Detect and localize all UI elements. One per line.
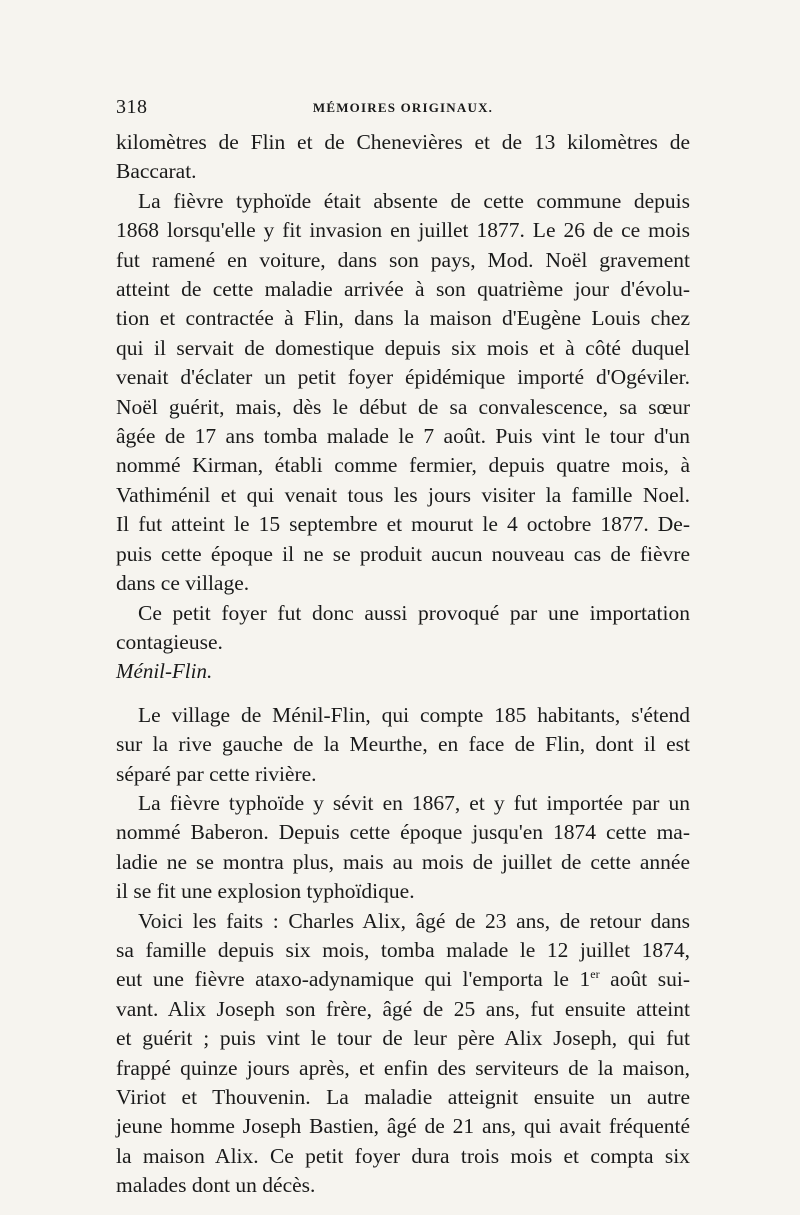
section-title: Ménil-Flin. bbox=[116, 659, 213, 684]
text-line: âgée de 17 ans tomba malade le 7 août. Puis vint le tour d'un bbox=[116, 424, 690, 449]
text-line: malades dont un décès. bbox=[116, 1173, 316, 1198]
text-line: il se fit une explosion typhoïdique. bbox=[116, 879, 415, 904]
running-head: MÉMOIRES ORIGINAUX. bbox=[312, 100, 494, 115]
ordinal-superscript: er bbox=[590, 967, 600, 982]
text-line: Ce petit foyer fut donc aussi provoqué par une importation bbox=[138, 600, 690, 625]
page-header bbox=[116, 96, 690, 120]
text-line: Il fut atteint le 15 septembre et mourut le 4 octobre 1877. De- bbox=[116, 512, 690, 537]
text-segment: eut une fièvre ataxo-adynamique qui l'emporta le 1 bbox=[116, 967, 591, 992]
text-line: la maison Alix. Ce petit foyer dura trois mois et compta six bbox=[116, 1143, 690, 1168]
body-text bbox=[116, 128, 690, 1201]
text-line: venait d'éclater un petit foyer épidémique importé d'Ogéviler. bbox=[116, 365, 690, 390]
text-line: sa famille depuis six mois, tomba malade le 12 juillet 1874, bbox=[116, 937, 690, 962]
text-line: tion et contractée à Flin, dans la maison d'Eugène Louis chez bbox=[116, 306, 690, 331]
text-line: ladie ne se montra plus, mais au mois de juillet de cette année bbox=[116, 849, 690, 874]
text-line: Vathiménil et qui venait tous les jours visiter la famille Noel. bbox=[116, 482, 690, 507]
text-segment: août sui- bbox=[599, 967, 690, 992]
text-line: La fièvre typhoïde était absente de cette commune depuis bbox=[138, 188, 690, 213]
text-line: et guérit ; puis vint le tour de leur père Alix Joseph, qui fut bbox=[116, 1026, 690, 1051]
text-line: dans ce village. bbox=[116, 571, 250, 596]
text-line: Baccarat. bbox=[116, 159, 197, 184]
text-line: Noël guérit, mais, dès le début de sa convalescence, sa sœur bbox=[116, 394, 690, 419]
text-line: puis cette époque il ne se produit aucun nouveau cas de fièvre bbox=[116, 541, 690, 566]
text-line: La fièvre typhoïde y sévit en 1867, et y fut importée par un bbox=[138, 790, 690, 815]
text-line: atteint de cette maladie arrivée à son quatrième jour d'évolu- bbox=[116, 277, 690, 302]
text-line: jeune homme Joseph Bastien, âgé de 21 ans, qui avait fréquenté bbox=[116, 1114, 690, 1139]
text-line: séparé par cette rivière. bbox=[116, 761, 317, 786]
text-line: contagieuse. bbox=[116, 629, 223, 654]
text-line: fut ramené en voiture, dans son pays, Mod. Noël gravement bbox=[116, 247, 690, 272]
text-line: Viriot et Thouvenin. La maladie atteignit ensuite un autre bbox=[116, 1085, 690, 1109]
text-line: kilomètres de Flin et de Chenevières et de 13 kilomètres de bbox=[116, 130, 690, 154]
text-line: 1868 lorsqu'elle y fit invasion en juillet 1877. Le 26 de ce mois bbox=[116, 218, 690, 243]
text-line: vant. Alix Joseph son frère, âgé de 25 ans, fut ensuite atteint bbox=[116, 996, 690, 1021]
text-line bbox=[116, 965, 690, 994]
section-spacer bbox=[116, 687, 690, 701]
text-line: nommé Kirman, établi comme fermier, depuis quatre mois, à bbox=[116, 453, 690, 478]
text-line: Voici les faits : Charles Alix, âgé de 23 ans, de retour dans bbox=[138, 908, 690, 933]
text-line: Le village de Ménil-Flin, qui compte 185 habitants, s'étend bbox=[138, 702, 690, 727]
text-line: qui il servait de domestique depuis six mois et à côté duquel bbox=[116, 335, 690, 360]
text-line: sur la rive gauche de la Meurthe, en face de Flin, dont il est bbox=[116, 732, 690, 757]
page-number: 318 bbox=[116, 96, 148, 118]
text-line: nommé Baberon. Depuis cette époque jusqu'en 1874 cette ma- bbox=[116, 820, 690, 845]
text-line: frappé quinze jours après, et enfin des serviteurs de la maison, bbox=[116, 1055, 690, 1080]
